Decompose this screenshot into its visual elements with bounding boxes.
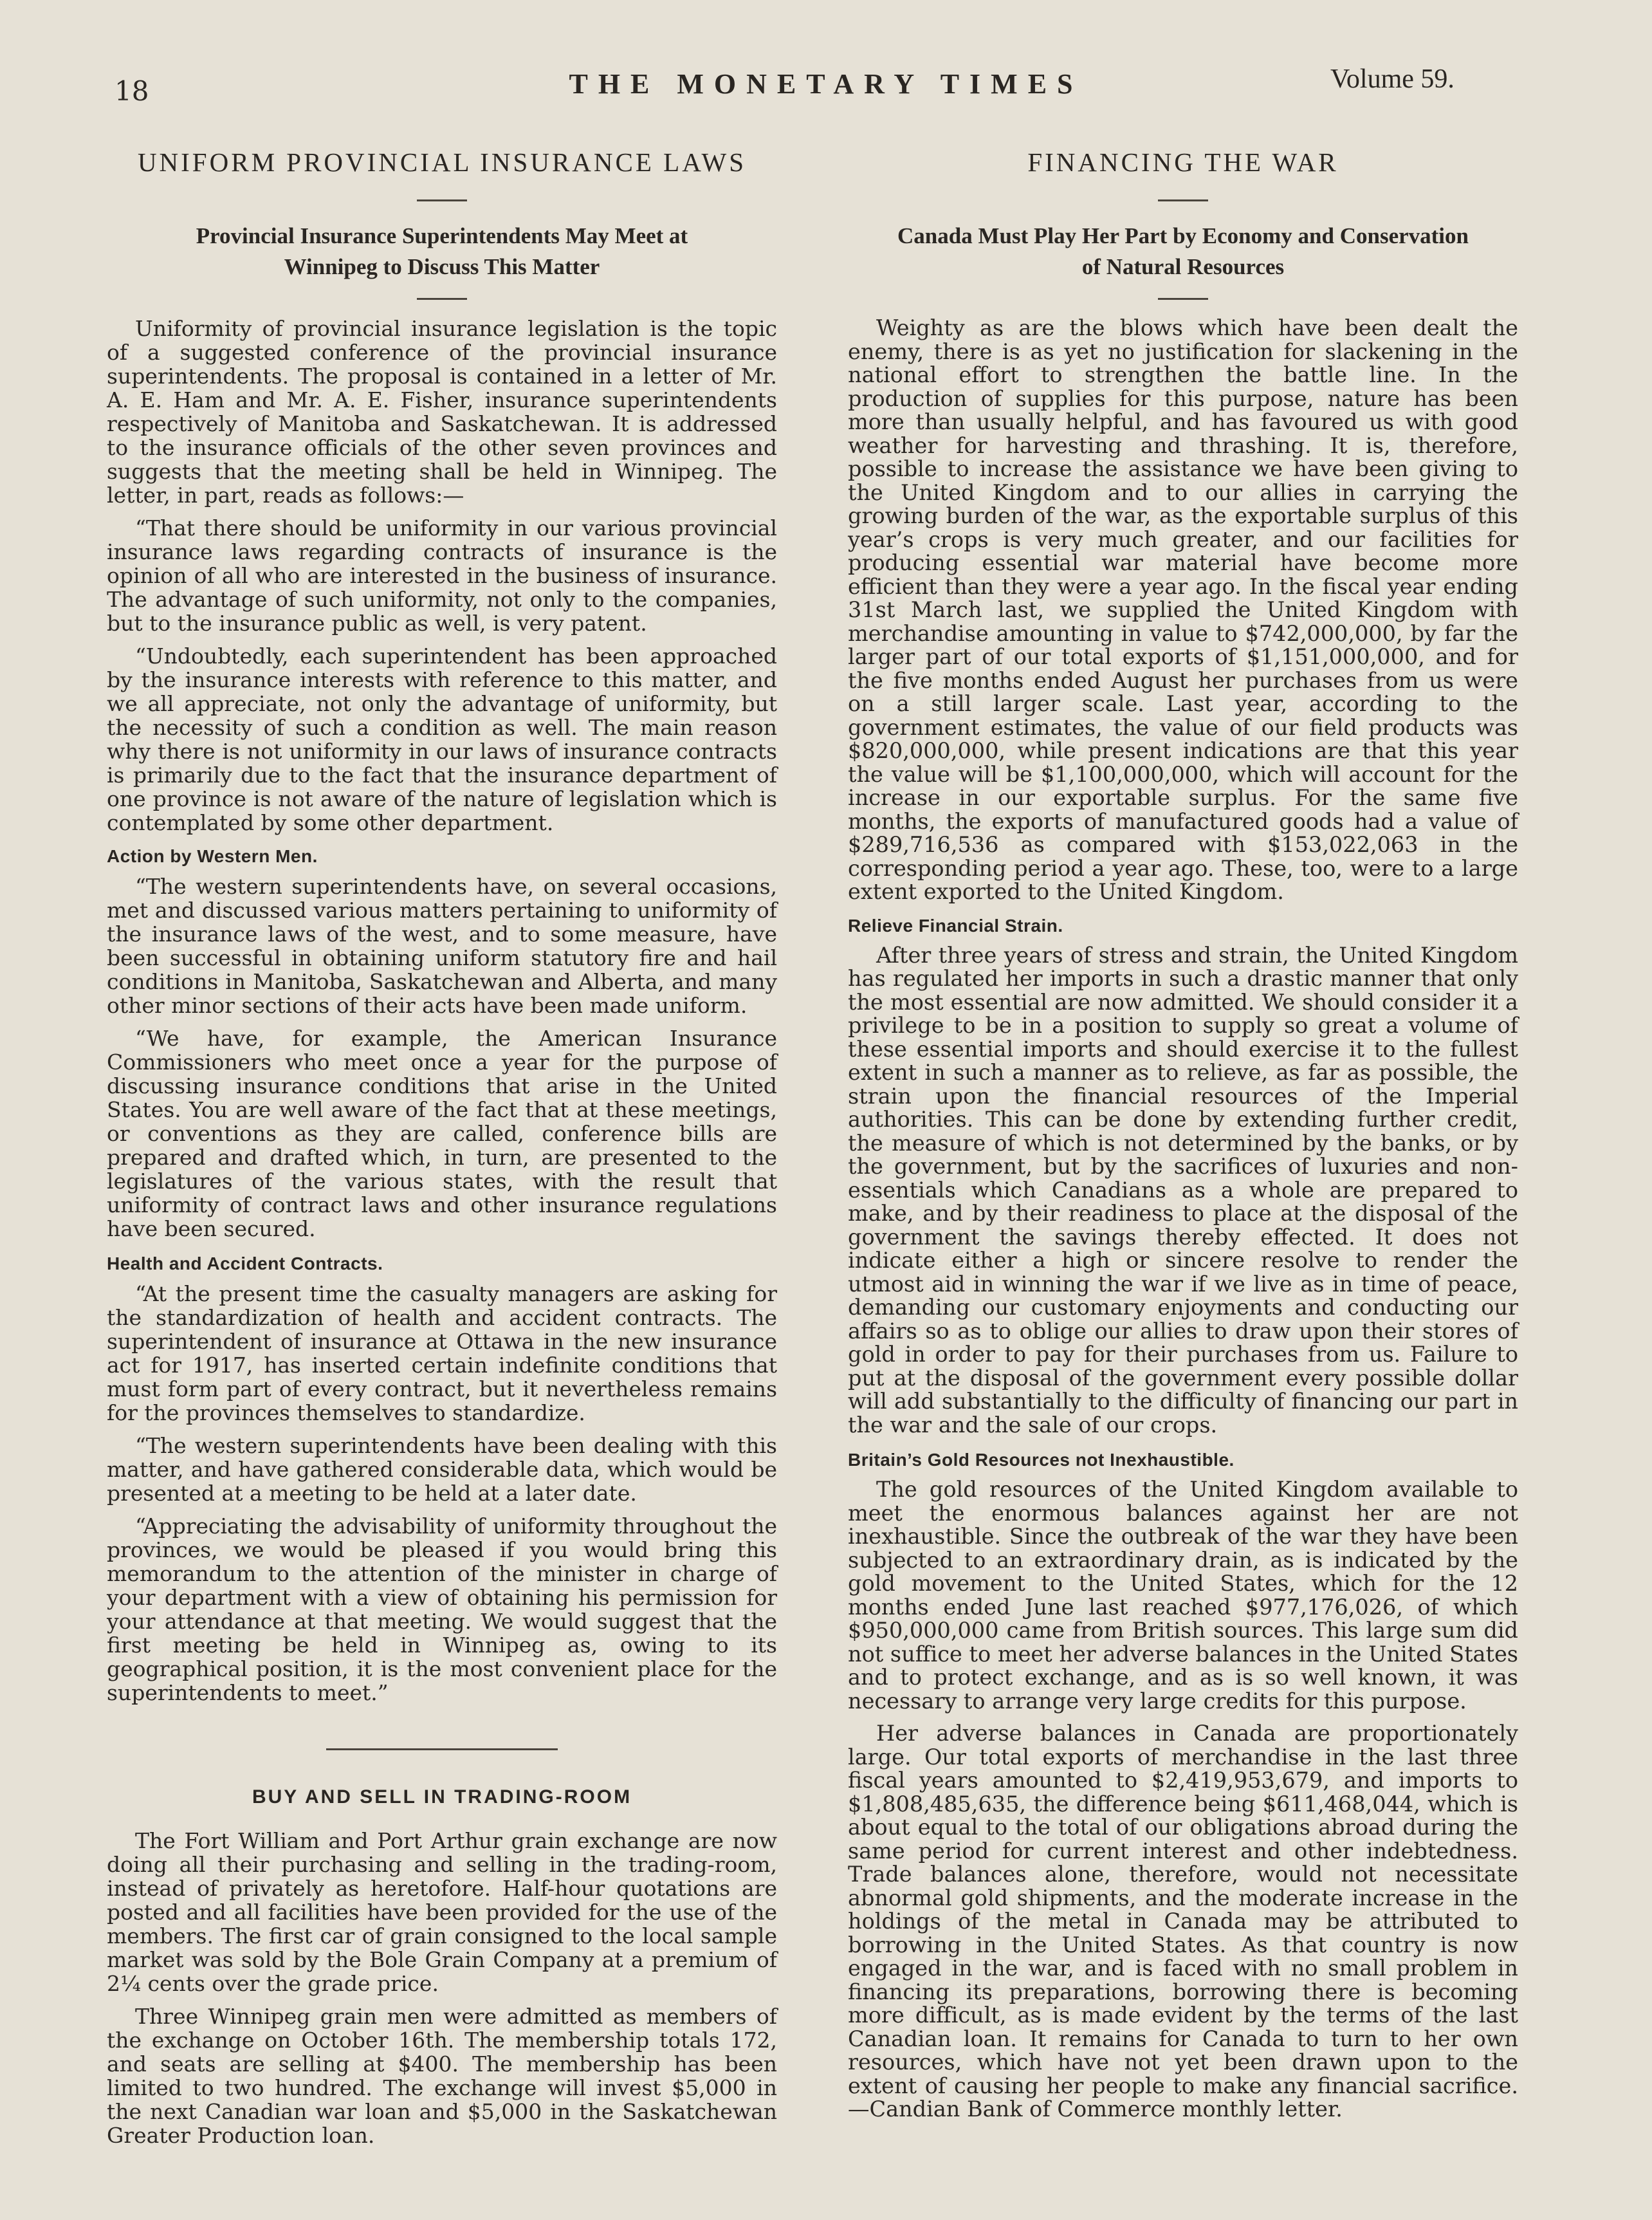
paragraph: Her adverse balances in Canada are proportionately large. Our total exports of merchandise in the last three fiscal years amounted to $2,419,953,679, and imports to $1,808,485,635, the difference being $611,468,044, which is about equal to the total of our obligations abroad during the same period for current interest and other indebtedness. Trade balances alone, therefore, would not necessitate abnormal gold shipments, and the moderate increase in the holdings of the metal in Canada may be attributed to borrowing in the United States. As that country is now engaged in the war, and is faced with no small problem in financing its preparations, borrowing there is becoming more difficult, as is made evident by the terms of the last Canadian loan. It remains for Canada to turn to her own resources, which have not yet been drawn upon to the extent of causing her people to make any financial sacrifice.—Candian Bank of Commerce monthly letter. <box>848 1721 1518 2122</box>
section-heading: Britain’s Gold Resources not Inexhaustible. <box>848 1450 1234 1470</box>
subtitle-line: of Natural Resources <box>1081 254 1285 279</box>
paragraph: The Fort William and Port Arthur grain exchange are now doing all their purchasing and selling in the trading-room, instead of privately as heretofore. Half-hour quotations are posted and all facilities have been provided for the use of the members. The first car of grain consigned to the local sample market was sold by the Bole Grain Company at a premium of 2¼ cents over the grade price. <box>107 1828 777 1996</box>
page-number: 18 <box>115 75 149 107</box>
trading-article <box>107 1786 777 2147</box>
financing-article <box>848 147 1518 2122</box>
paragraph: After three years of stress and strain, the United Kingdom has regulated her imports in such a drastic manner that only the most essential are now admitted. We should consider it a privilege to be in a position to supply so great a volume of these essential imports and should exercise it to the fullest extent in such a manner as to relieve, as far as possible, the strain upon the financial resources of the Imperial authorities. This can be done by extending further credit, the measure of which is not determined by the banks, or by the government, but by the sacrifices of luxuries and non-essentials which Canadians as a whole are prepared to make, and by their readiness to place at the disposal of the government the savings thereby effected. It does not indicate either a high or sincere resolve to render the utmost aid in winning the war if we live as in time of peace, demanding our customary enjoyments and conducting our affairs so as to oblige our allies to draw upon their stores of gold in order to pay for their purchases from us. Failure to put at the disposal of the government every possible dollar will add substantially to the difficulty of financing our part in the war and the sale of our crops. <box>848 942 1518 1438</box>
paragraph: “We have, for example, the American Insurance Commissioners who meet once a year for the purpose of discussing insurance conditions that arise in the United States. You are well aware of the fact that at these meetings, or conventions as they are called, conference bills are prepared and drafted which, in turn, are presented to the legislatures of the various states, with the result that uniformity of contract laws and other insurance regulations have been secured. <box>107 1026 777 1241</box>
paragraph: “The western superintendents have, on several occasions, met and discussed various matters pertaining to uniformity of the insurance laws of the west, and to some measure, have been successful in obtaining uniform statutory fire and hail conditions in Manitoba, Saskatchewan and Alberta, and many other minor sections of their acts have been made uniform. <box>107 874 777 1018</box>
financing-article-title: FINANCING THE WAR <box>1027 147 1339 177</box>
subtitle-line: Provincial Insurance Superintendents May Meet at <box>196 223 688 248</box>
paragraph: Three Winnipeg grain men were admitted as members of the exchange on October 16th. The membership totals 172, and seats are selling at $400. The membership has been limited to two hundred. The exchange will invest $5,000 in the next Canadian war loan and $5,000 in the Saskatchewan Greater Production loan. <box>107 2004 777 2148</box>
article-separator <box>326 1748 558 1750</box>
paragraph: “The western superintendents have been dealing with this matter, and have gathered considerable data, which would be presented at a meeting to be held at a later date. <box>107 1433 777 1506</box>
section-heading: Action by Western Men. <box>107 846 318 866</box>
paragraph: Uniformity of provincial insurance legislation is the topic of a suggested conference of the provincial insurance superintendents. The proposal is contained in a letter of Mr. A. E. Ham and Mr. A. E. Fisher, insurance superintendents respectively of Manitoba and Saskatchewan. It is addressed to the insurance officials of the other seven provinces and suggests that the meeting shall be held in Winnipeg. The letter, in part, reads as follows:— <box>107 316 777 508</box>
left-column <box>107 147 777 2147</box>
subtitle-line: Canada Must Play Her Part by Economy and Conservation <box>897 223 1469 248</box>
insurance-article <box>107 147 777 1705</box>
financing-article-subtitle <box>848 221 1518 282</box>
paragraph: “At the present time the casualty managers are asking for the standardization of health and accident contracts. The superintendent of insurance at Ottawa in the new insurance act for 1917, has inserted certain indefinite conditions that must form part of every contract, but it nevertheless remains for the provinces themselves to standardize. <box>107 1281 777 1425</box>
insurance-article-subtitle <box>107 221 777 282</box>
title-rule <box>1158 199 1208 201</box>
section-heading: Health and Accident Contracts. <box>107 1253 383 1273</box>
paragraph: “Undoubtedly, each superintendent has been approached by the insurance interests with reference to this matter, and we all appreciate, not only the advantage of uniformity, but the necessity of such a condition as well. The main reason why there is not uniformity in our laws of insurance contracts is primarily due to the fact that the insurance department of one province is not aware of the nature of legislation which is contemplated by some other department. <box>107 643 777 835</box>
section-heading: Relieve Financial Strain. <box>848 915 1063 936</box>
trading-article-title: BUY AND SELL IN TRADING-ROOM <box>252 1786 632 1808</box>
subtitle-rule <box>1158 298 1208 300</box>
subtitle-rule <box>417 298 467 300</box>
running-header <box>0 61 1652 113</box>
journal-title: THE MONETARY TIMES <box>569 68 1083 100</box>
volume-label: Volume 59. <box>1330 64 1455 94</box>
subtitle-line: Winnipeg to Discuss This Matter <box>284 254 600 279</box>
paragraph: The gold resources of the United Kingdom available to meet the enormous balances against her are not inexhaustible. Since the outbreak of the war they have been subjected to an extraordinary drain, as is indicated by the gold movement to the United States, which for the 12 months ended June last reached $977,176,026, of which $950,000,000 came from British sources. This large sum did not suffice to meet her adverse balances in the United States and to protect exchange, and as is so well known, it was necessary to arrange very large credits for this purpose. <box>848 1477 1518 1714</box>
paragraph: Weighty as are the blows which have been dealt the enemy, there is as yet no justification for slackening in the national effort to strengthen the battle line. In the production of supplies for this purpose, nature has been more than usually helpful, and has favoured us with good weather for harvesting and thrashing. It is, therefore, possible to increase the assistance we have been giving to the United Kingdom and to our allies in carrying the growing burden of the war, as the exportable surplus of this year’s crops is very much greater, and our facilities for producing essential war material have become more efficient than they were a year ago. In the fiscal year ending 31st March last, we supplied the United Kingdom with merchandise amounting in value to $742,000,000, by far the larger part of our total exports of $1,151,000,000, and for the five months ended August her purchases from us were on a still larger scale. Last year, according to the government estimates, the value of our field products was $820,000,000, while present indications are that this year the value will be $1,100,000,000, which will account for the increase in our exportable surplus. For the same five months, the exports of manufactured goods had a value of $289,716,536 as compared with $153,022,063 in the corresponding period a year ago. These, too, were to a large extent exported to the United Kingdom. <box>848 315 1518 904</box>
paragraph: “Appreciating the advisability of uniformity throughout the provinces, we would be pleased if you would bring this memorandum to the attention of the minister in charge of your department with a view of obtaining his permission for your attendance at that meeting. We would suggest that the first meeting be held in Winnipeg as, owing to its geographical position, it is the most convenient place for the superintendents to meet.” <box>107 1513 777 1705</box>
paragraph: “That there should be uniformity in our various provincial insurance laws regarding contracts of insurance is the opinion of all who are interested in the business of insurance. The advantage of such uniformity, not only to the companies, but to the insurance public as well, is very patent. <box>107 515 777 636</box>
right-column <box>848 147 1518 2122</box>
title-rule <box>417 199 467 201</box>
insurance-article-title: UNIFORM PROVINCIAL INSURANCE LAWS <box>137 147 747 177</box>
